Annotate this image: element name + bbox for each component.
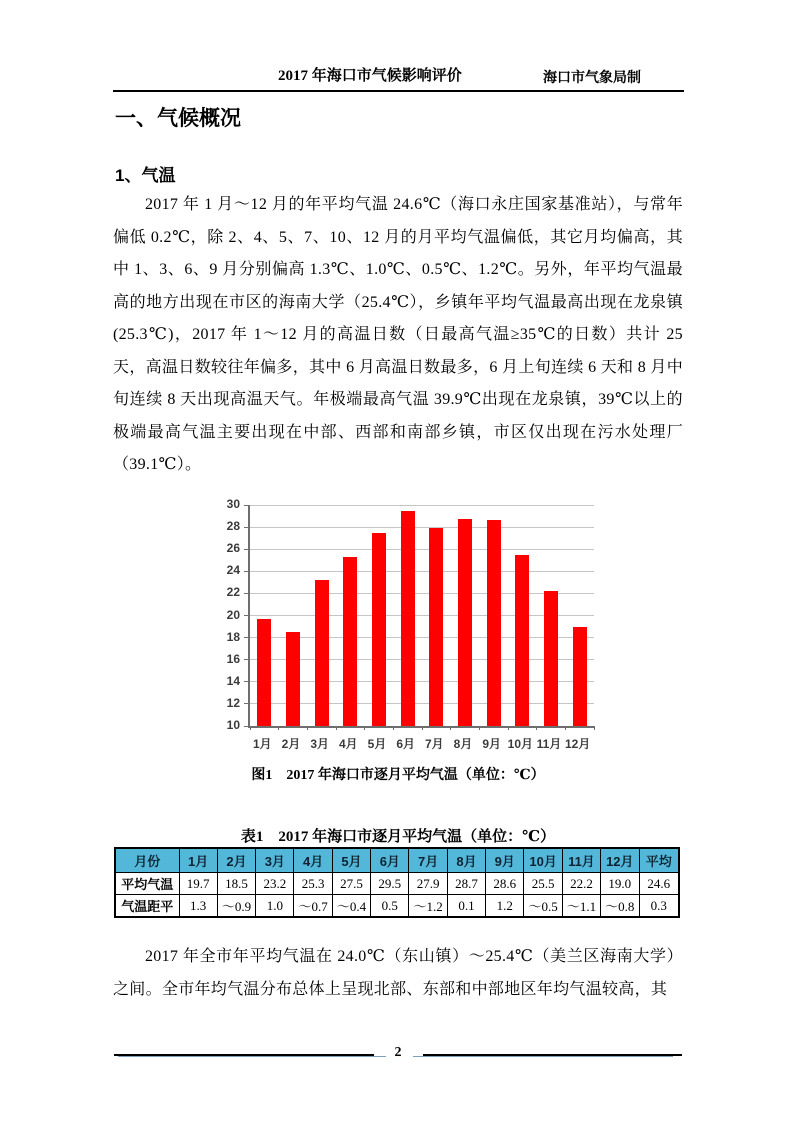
x-axis-tick-label: 10月	[507, 737, 533, 751]
table-cell: ～0.5	[524, 895, 562, 918]
table-cell: ～1.2	[409, 895, 447, 918]
y-axis-tick-label: 22	[226, 585, 240, 600]
bar	[515, 555, 529, 726]
y-axis-tick-label: 12	[226, 695, 240, 710]
chart-gridline	[250, 659, 594, 660]
table-cell: 24.6	[639, 873, 679, 895]
table-header-cell: 12月	[601, 848, 639, 873]
bar	[372, 533, 386, 726]
y-axis-tick-label: 14	[226, 673, 240, 688]
table-cell: ～0.7	[294, 895, 332, 918]
y-axis-tick	[244, 593, 248, 594]
y-axis-tick-label: 10	[226, 718, 240, 732]
table-cell: 25.3	[294, 873, 332, 895]
table-cell: 25.5	[524, 873, 562, 895]
x-axis-tick	[336, 726, 337, 730]
bar	[343, 557, 357, 726]
bar	[315, 580, 329, 726]
y-axis-tick	[244, 549, 248, 550]
table-header-cell: 1月	[179, 848, 217, 873]
x-axis-tick-label: 5月	[367, 737, 387, 751]
chart-gridline	[250, 615, 594, 616]
table-row-label: 气温距平	[115, 895, 179, 918]
y-axis-tick	[244, 571, 248, 572]
table-cell: 28.7	[447, 873, 485, 895]
table-cell: 27.5	[332, 873, 370, 895]
y-axis-tick-label: 18	[226, 629, 240, 644]
bar	[487, 520, 501, 726]
chart-gridline	[250, 593, 594, 594]
table-cell: 23.2	[256, 873, 294, 895]
x-axis-tick-label: 3月	[310, 737, 329, 751]
chart-gridline	[250, 505, 594, 506]
table-cell: 0.1	[447, 895, 485, 918]
table-cell: 18.5	[217, 873, 255, 895]
table-row-label: 平均气温	[115, 873, 179, 895]
table-header-cell: 10月	[524, 848, 562, 873]
x-axis-tick-label: 6月	[396, 737, 415, 751]
header-rule	[113, 90, 684, 92]
header-publisher: 海口市气象局制	[543, 71, 641, 86]
x-axis-tick	[479, 726, 480, 730]
table-cell: 19.0	[601, 873, 639, 895]
x-axis-tick	[536, 726, 537, 730]
y-axis-tick	[244, 527, 248, 528]
table-header-cell: 5月	[332, 848, 370, 873]
x-axis-tick	[508, 726, 509, 730]
table-header-cell: 月份	[115, 848, 179, 873]
table-cell: ～0.8	[601, 895, 639, 918]
x-axis-tick-label: 4月	[338, 737, 358, 751]
page-number: 2	[394, 1045, 402, 1060]
y-axis-tick-label: 28	[226, 519, 240, 534]
bar	[257, 619, 271, 726]
chart-gridline	[250, 527, 594, 528]
x-axis-tick	[278, 726, 279, 730]
table-header-cell: 3月	[256, 848, 294, 873]
chart-gridline	[250, 571, 594, 572]
table-header-cell: 11月	[562, 848, 600, 873]
table-cell: 29.5	[371, 873, 409, 895]
x-axis-tick-label: 11月	[536, 737, 562, 751]
monthly-average-temperature-table	[114, 847, 680, 918]
table-cell: 19.7	[179, 873, 217, 895]
subsection-title: 1、气温	[115, 166, 176, 185]
x-axis-tick	[565, 726, 566, 730]
table-caption: 表1 2017 年海口市逐月平均气温（单位：℃）	[240, 829, 556, 845]
x-axis-tick-label: 12月	[564, 737, 591, 751]
table-head	[115, 848, 679, 873]
bar	[544, 591, 558, 726]
table-cell: ～0.4	[332, 895, 370, 918]
figure-caption: 图1 2017 年海口市逐月平均气温（单位：℃）	[251, 768, 545, 783]
x-axis-tick-label: 2月	[281, 737, 301, 751]
x-axis-tick-label: 7月	[424, 737, 444, 751]
x-axis-tick	[393, 726, 394, 730]
y-axis-tick	[244, 659, 248, 660]
body-paragraph-1: 2017 年 1 月～12 月的年平均气温 24.6℃（海口永庄国家基准站），与常年偏低 0.2℃，除 2、4、5、7、10、12 月的月平均气温偏低，其它月均偏高，其中 1、3、6、9 月分别偏高 1.3℃、1.0℃、0.5℃、1.2℃。另外，年平均气温最高的地方出现在市区的海南大学（25.4℃），乡镇年平均气温最高出现在龙泉镇(25.3℃)，2017 年 1～12 月的高温日数（日最高气温≥35℃的日数）共计 25 天，高温日数较往年偏多，其中 6 月高温日数最多，6 月上旬连续 6 天和 8 月中旬连续 8 天出现高温天气。年极端最高气温 39.9℃出现在龙泉镇，39℃以上的极端最高气温主要出现在中部、西部和南部乡镇，市区仅出现在污水处理厂（39.1℃）。	[113, 196, 683, 473]
chart-gridline	[250, 703, 594, 704]
x-axis-tick	[422, 726, 423, 730]
bar	[401, 511, 415, 726]
y-axis-tick	[244, 615, 248, 616]
bar	[429, 528, 443, 726]
table-header-cell: 6月	[371, 848, 409, 873]
x-axis-tick	[307, 726, 308, 730]
y-axis-tick-label: 16	[226, 651, 240, 666]
y-axis-tick	[244, 726, 248, 727]
x-axis-tick	[450, 726, 451, 730]
table-row	[115, 895, 679, 918]
y-axis-tick-label: 26	[226, 541, 240, 556]
table-header-cell: 9月	[486, 848, 524, 873]
x-axis-tick-label: 1月	[252, 737, 272, 751]
table-cell: 0.3	[639, 895, 679, 918]
bar	[286, 632, 300, 726]
chart-gridline	[250, 637, 594, 638]
table-body	[115, 873, 679, 918]
x-axis-tick	[250, 726, 251, 730]
table-cell: 28.6	[486, 873, 524, 895]
footer-rule-left-shadow	[118, 1056, 386, 1057]
x-axis-tick-label: 9月	[482, 737, 501, 751]
table-cell: 27.9	[409, 873, 447, 895]
y-axis-tick-label: 20	[226, 607, 240, 622]
table-header-cell: 4月	[294, 848, 332, 873]
table-header-cell: 平均	[639, 848, 679, 873]
x-axis-tick	[594, 726, 595, 730]
y-axis-tick	[244, 703, 248, 704]
table-header-cell: 2月	[217, 848, 255, 873]
header-title: 2017 年海口市气候影响评价	[278, 68, 462, 84]
table-cell: ～0.9	[217, 895, 255, 918]
table-header-row	[115, 848, 679, 873]
y-axis-tick	[244, 637, 248, 638]
chart-gridline	[250, 681, 594, 682]
bar	[458, 519, 472, 726]
table-cell: 1.3	[179, 895, 217, 918]
table-header-cell: 7月	[409, 848, 447, 873]
y-axis-tick	[244, 681, 248, 682]
x-axis-tick	[364, 726, 365, 730]
table-row	[115, 873, 679, 895]
temperature-bar-chart	[214, 496, 600, 754]
chart-gridline	[250, 549, 594, 550]
bar	[573, 627, 587, 726]
table-cell: 0.5	[371, 895, 409, 918]
table-cell: ～1.1	[562, 895, 600, 918]
y-axis-tick-label: 24	[226, 563, 240, 578]
footer-rule-right-shadow	[413, 1056, 673, 1057]
table-cell: 1.0	[256, 895, 294, 918]
chart-plot-area	[248, 505, 594, 728]
table-cell: 1.2	[486, 895, 524, 918]
y-axis-tick-label: 30	[226, 497, 240, 511]
body-paragraph-2: 2017 年全市年平均气温在 24.0℃（东山镇）～25.4℃（美兰区海南大学）之间。全市年均气温分布总体上呈现北部、东部和中部地区年均气温较高，其	[113, 948, 683, 998]
y-axis-tick	[244, 505, 248, 506]
table-header-cell: 8月	[447, 848, 485, 873]
table-cell: 22.2	[562, 873, 600, 895]
section-title: 一、气候概况	[115, 107, 241, 130]
x-axis-tick-label: 8月	[453, 737, 473, 751]
